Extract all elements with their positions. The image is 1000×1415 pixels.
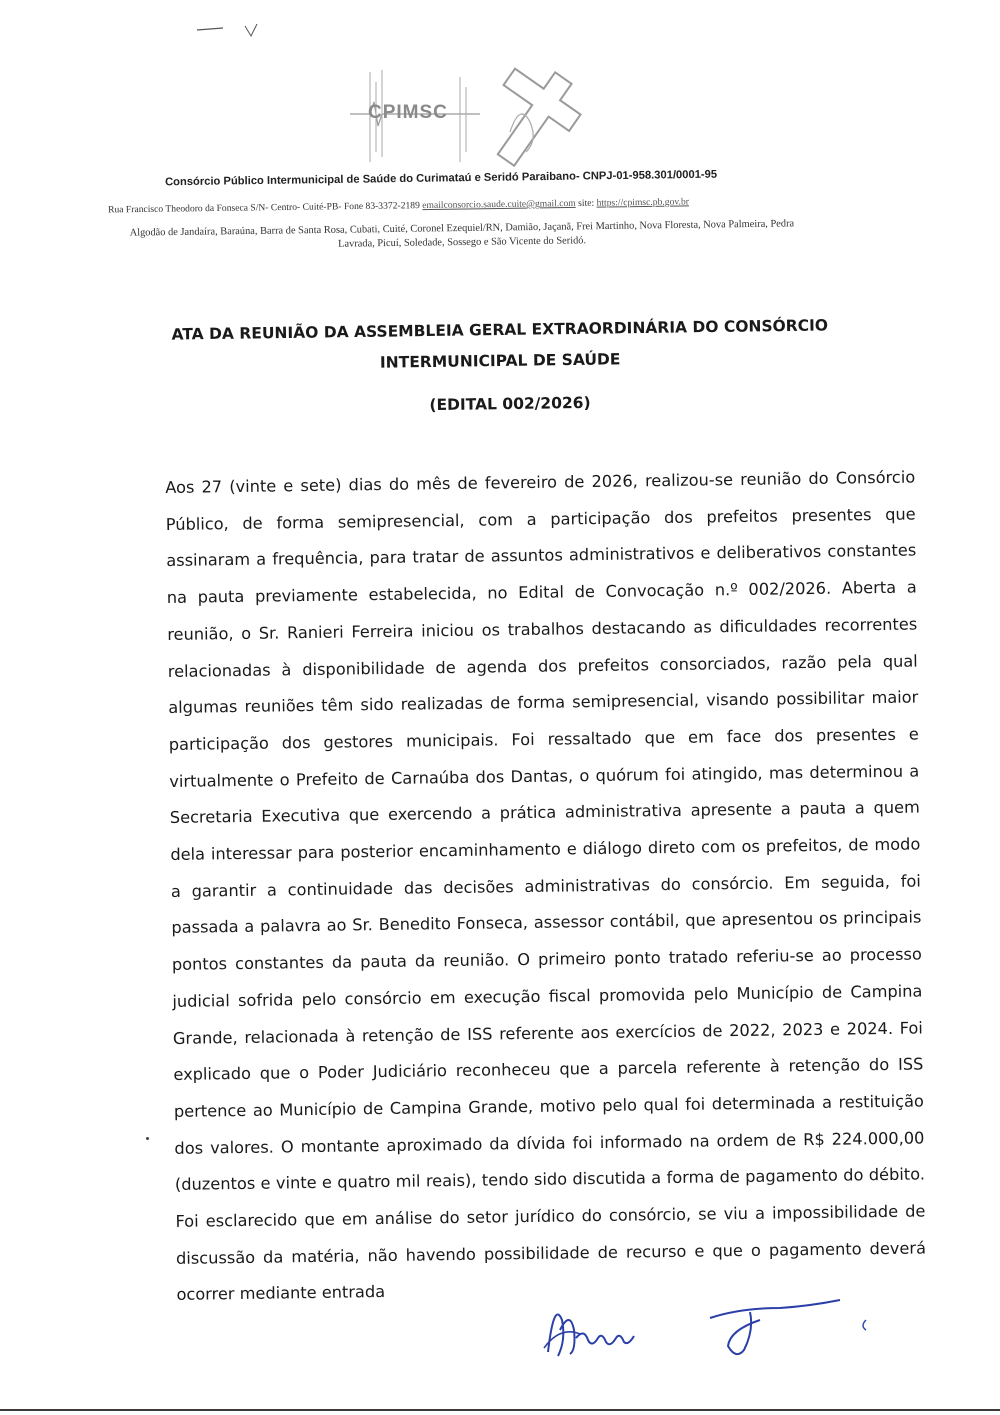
footer-border xyxy=(0,1409,1000,1411)
site-link[interactable]: https://cpimsc.pb.gov.br xyxy=(596,196,690,209)
email-link[interactable]: emailconsorcio.saude.cuite@gmail.com xyxy=(422,197,576,212)
logo-text: CPIMSC xyxy=(368,102,448,123)
scan-artifact-mark xyxy=(195,18,275,48)
cpimsc-logo xyxy=(330,62,590,170)
site-label: site: xyxy=(578,197,595,209)
signatures xyxy=(540,1290,880,1370)
header-address-line xyxy=(108,196,748,216)
scan-dot xyxy=(146,1137,149,1140)
signature-one xyxy=(544,1314,634,1356)
document-subtitle: (EDITAL 002/2026) xyxy=(429,393,591,415)
document-body: Aos 27 (vinte e sete) dias do mês de fevereiro de 2026, realizou-se reunião do Consórcio Público, de forma semipresencial, com a participação dos prefeitos presentes que assinaram a frequência, para tratar de assuntos administrativos e deliberativos constantes na pauta previamente estabelecida, no Edital de Convocação n.º 002/2026. Aberta a reunião, o Sr. Ranieri Ferreira iniciou os trabalhos destacando as dificuldades recorrentes relacionadas à disponibilidade de agenda dos prefeitos consorciados, razão pela qual algumas reuniões têm sido realizadas de forma semipresencial, visando possibilitar maior participação dos gestores municipais. Foi ressaltado que em face dos presentes e virtualmente o Prefeito de Carnaúba dos Dantas, o quórum foi atingido, mas determinou a Secretaria Executiva que exercendo a prática administrativa apresente a pauta a quem dela interessar para posterior encaminhamento e diálogo direto com os prefeitos, de modo a garantir a continuidade das decisões administrativas do consórcio. Em seguida, foi passada a palavra ao Sr. Benedito Fonseca, assessor contábil, que apresentou os principais pontos constantes da pauta da reunião. O primeiro ponto tratado referiu-se ao processo judicial sofrida pelo consórcio em execução fiscal promovida pelo Município de Campina Grande, relacionada à retenção de ISS referente aos exercícios de 2022, 2023 e 2024. Foi explicado que o Poder Judiciário reconheceu que a parcela referente à retenção do ISS pertence ao Município de Campina Grande, motivo pelo qual foi determinada a restituição dos valores. O montante aproximado da dívida foi informado na ordem de R$ 224.000,00 (duzentos e vinte e quatro mil reais), tendo sido discutida a forma de pagamento do débito. Foi esclarecido que em análise do setor jurídico do consórcio, se viu a impossibilidade de discussão da matéria, não havendo possibilidade de recurso e que o pagamento deverá ocorrer mediante entrada xyxy=(165,467,927,1305)
signature-two xyxy=(710,1300,866,1354)
document-title: ATA DA REUNIÃO DA ASSEMBLEIA GERAL EXTRAORDINÁRIA DO CONSÓRCIO INTERMUNICIPAL DE SAÚDE xyxy=(171,316,829,372)
address-text: Rua Francisco Theodoro da Fonseca S/N- Centro- Cuité-PB- Fone 83-3372-2189 xyxy=(107,200,420,216)
member-municipalities: Algodão de Jandaíra, Baraúna, Barra de Santa Rosa, Cubati, Cuité, Coronel Ezequiel/RN, Damião, Jaçanã, Frei Martinho, Nova Floresta, Nova Palmeira, Pedra Lavrada, Picuí, Soledade, Sossego e São Vicente do Seridó. xyxy=(129,218,795,250)
consortium-header-line: Consórcio Público Intermunicipal de Saúde do Curimataú e Seridó Paraibano- CNPJ-01-958.301/0001-95 xyxy=(164,168,718,189)
